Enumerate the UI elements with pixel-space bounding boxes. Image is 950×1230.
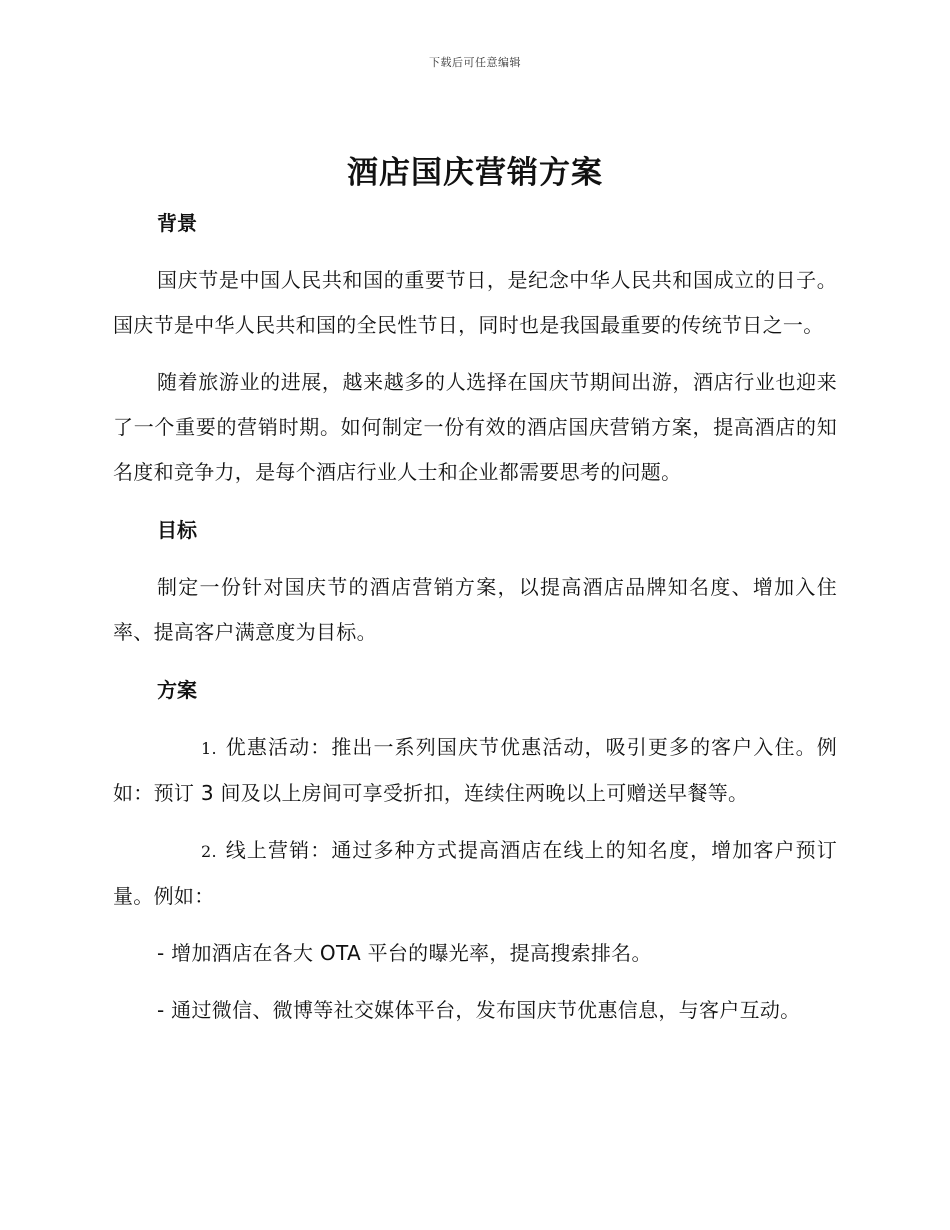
plan-bullet-1: - 增加酒店在各大 OTA 平台的曝光率，提高搜索排名。	[157, 941, 652, 965]
section-heading-goal: 目标	[157, 518, 197, 542]
plan-item-2-text: 线上营销：通过多种方式提高酒店在线上的知名度，增加客户预订量。例如：	[113, 838, 837, 908]
document-body	[113, 200, 837, 1033]
section-heading-plan: 方案	[157, 678, 197, 702]
page-header-note: 下载后可任意编辑	[429, 56, 521, 69]
document-title: 酒店国庆营销方案	[347, 155, 603, 191]
plan-item-2-number: 2.	[201, 842, 217, 861]
plan-item-1	[113, 725, 837, 816]
background-paragraph-1: 国庆节是中国人民共和国的重要节日，是纪念中华人民共和国成立的日子。国庆节是中华人民共和国的全民性节日，同时也是我国最重要的传统节日之一。	[113, 268, 837, 337]
plan-item-1-text: 优惠活动：推出一系列国庆节优惠活动，吸引更多的客户入住。例如：预订 3 间及以上房间可享受折扣，连续住两晚以上可赠送早餐等。	[113, 735, 837, 805]
plan-item-1-number: 1.	[201, 739, 217, 758]
plan-item-2	[113, 828, 837, 919]
plan-bullet-2: - 通过微信、微博等社交媒体平台，发布国庆节优惠信息，与客户互动。	[157, 998, 801, 1022]
section-heading-background: 背景	[157, 211, 197, 235]
goal-paragraph: 制定一份针对国庆节的酒店营销方案，以提高酒店品牌知名度、增加入住率、提高客户满意度为目标。	[113, 575, 837, 644]
background-paragraph-2: 随着旅游业的进展，越来越多的人选择在国庆节期间出游，酒店行业也迎来了一个重要的营销时期。如何制定一份有效的酒店国庆营销方案，提高酒店的知名度和竞争力，是每个酒店行业人士和企业都需要思考的问题。	[113, 370, 837, 484]
